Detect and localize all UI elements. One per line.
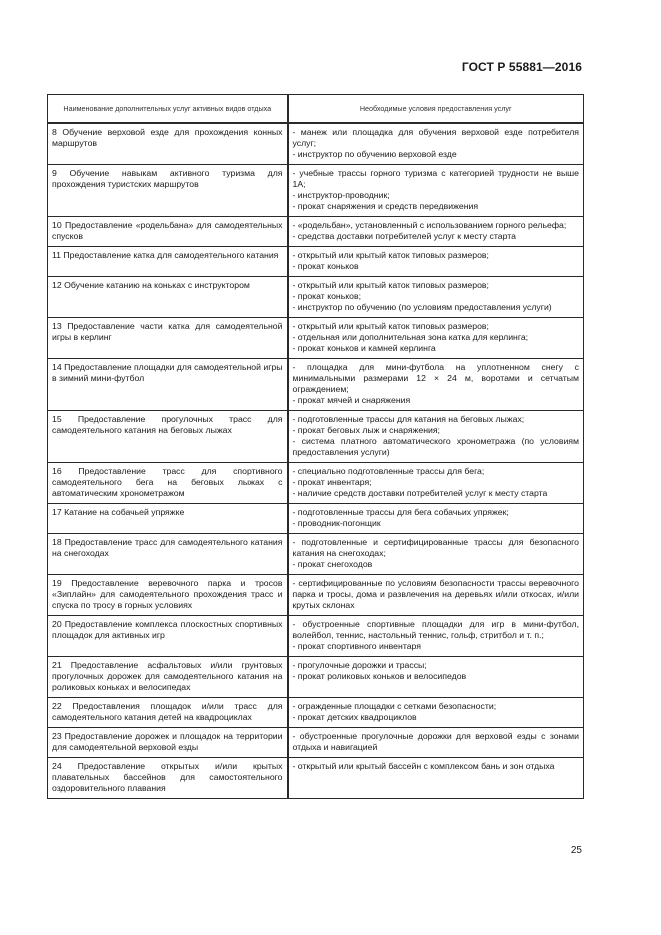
conditions-cell bbox=[288, 247, 584, 277]
condition-item: - наличие средств доставки потребителей услуг к месту старта bbox=[292, 488, 548, 498]
table-row bbox=[48, 698, 584, 728]
table-row bbox=[48, 616, 584, 657]
conditions-cell bbox=[288, 616, 584, 657]
condition-item: - открытый или крытый каток типовых размеров; bbox=[292, 250, 489, 260]
service-name-cell: 23 Предоставление дорожек и площадок на территории для самодеятельной верховой езды bbox=[48, 728, 288, 758]
service-name-cell: 9 Обучение навыкам активного туризма для прохождения туристских маршрутов bbox=[48, 165, 288, 217]
condition-item: - специально подготовленные трассы для бега; bbox=[292, 466, 485, 476]
condition-item: - сертифицированные по условиям безопасности трассы веревочного парка и тросы, дома и развлечения на деревьях и/или откосах, и/или крутых склонах bbox=[292, 578, 579, 610]
conditions-cell bbox=[288, 165, 584, 217]
condition-item: - инструктор-проводник; bbox=[292, 190, 390, 200]
condition-item: - прокат детских квадроциклов bbox=[292, 712, 417, 722]
condition-item: - система платного автоматического хронометража (по условиям предоставления услуги) bbox=[292, 436, 579, 457]
service-name-cell: 17 Катание на собачьей упряжке bbox=[48, 504, 288, 534]
service-name-cell: 12 Обучение катанию на коньках с инструктором bbox=[48, 277, 288, 318]
conditions-cell bbox=[288, 534, 584, 575]
conditions-cell bbox=[288, 217, 584, 247]
condition-item: - средства доставки потребителей услуг к месту старта bbox=[292, 231, 516, 241]
table-row bbox=[48, 758, 584, 799]
condition-item: - открытый или крытый каток типовых размеров; bbox=[292, 321, 489, 331]
table-body bbox=[48, 123, 584, 799]
condition-item: - инструктор по обучению (по условиям предоставления услуги) bbox=[292, 302, 552, 312]
conditions-cell bbox=[288, 411, 584, 463]
document-code: ГОСТ Р 55881—2016 bbox=[461, 60, 582, 74]
table-row bbox=[48, 277, 584, 318]
table-row bbox=[48, 504, 584, 534]
column-header-conditions: Необходимые условия предоставления услуг bbox=[288, 95, 584, 124]
column-header-services: Наименование дополнительных услуг активных видов отдыха bbox=[48, 95, 288, 124]
condition-item: - инструктор по обучению верховой езде bbox=[292, 149, 457, 159]
service-name-cell: 11 Предоставление катка для самодеятельного катания bbox=[48, 247, 288, 277]
condition-item: - огражденные площадки с сетками безопасности; bbox=[292, 701, 497, 711]
condition-item: - проводник-погонщик bbox=[292, 518, 381, 528]
conditions-cell bbox=[288, 698, 584, 728]
conditions-cell bbox=[288, 504, 584, 534]
condition-item: - учебные трассы горного туризма с категорией трудности не выше 1А; bbox=[292, 168, 579, 189]
table-row bbox=[48, 411, 584, 463]
condition-item: - отдельная или дополнительная зона катка для керлинга; bbox=[292, 332, 529, 342]
condition-item: - прокат снегоходов bbox=[292, 559, 373, 569]
table-row bbox=[48, 657, 584, 698]
conditions-cell bbox=[288, 318, 584, 359]
table-row bbox=[48, 728, 584, 758]
condition-item: - подготовленные трассы для бега собачьих упряжек; bbox=[292, 507, 509, 517]
table-row bbox=[48, 247, 584, 277]
condition-item: - открытый или крытый бассейн с комплексом бань и зон отдыха bbox=[292, 761, 555, 771]
table-row bbox=[48, 534, 584, 575]
conditions-cell bbox=[288, 277, 584, 318]
conditions-cell bbox=[288, 657, 584, 698]
condition-item: - манеж или площадка для обучения верховой езде потребителя услуг; bbox=[292, 127, 579, 148]
condition-item: - обустроенные прогулочные дорожки для верховой езды с зонами отдыха и навигацией bbox=[292, 731, 579, 752]
condition-item: - прокат мячей и снаряжения bbox=[292, 395, 411, 405]
service-name-cell: 10 Предоставление «родельбана» для самодеятельных спусков bbox=[48, 217, 288, 247]
service-name-cell: 20 Предоставление комплекса плоскостных спортивных площадок для активных игр bbox=[48, 616, 288, 657]
conditions-cell bbox=[288, 359, 584, 411]
conditions-cell bbox=[288, 463, 584, 504]
service-name-cell: 14 Предоставление площадки для самодеятельной игры в зимний мини-футбол bbox=[48, 359, 288, 411]
table-row bbox=[48, 217, 584, 247]
conditions-cell bbox=[288, 728, 584, 758]
condition-item: - открытый или крытый каток типовых размеров; bbox=[292, 280, 489, 290]
condition-item: - подготовленные и сертифицированные трассы для безопасного катания на снегоходах; bbox=[292, 537, 579, 558]
condition-item: - площадка для мини-футбола на уплотненном снегу с минимальными размерами 12 × 24 м, воротами и сетчатым ограждением; bbox=[292, 362, 579, 394]
table-row bbox=[48, 359, 584, 411]
service-name-cell: 21 Предоставление асфальтовых и/или грунтовых прогулочных дорожек для самодеятельного катания на роликовых коньках и велосипедах bbox=[48, 657, 288, 698]
service-name-cell: 22 Предоставления площадок и/или трасс для самодеятельного катания детей на квадроциклах bbox=[48, 698, 288, 728]
condition-item: - прокат инвентаря; bbox=[292, 477, 372, 487]
services-table bbox=[47, 94, 584, 799]
condition-item: - прокат снаряжения и средств передвижения bbox=[292, 201, 479, 211]
conditions-cell bbox=[288, 758, 584, 799]
table-row bbox=[48, 575, 584, 616]
condition-item: - прокат коньков и камней керлинга bbox=[292, 343, 436, 353]
conditions-cell bbox=[288, 575, 584, 616]
condition-item: - прокат беговых лыж и снаряжения; bbox=[292, 425, 440, 435]
page-number: 25 bbox=[570, 845, 582, 856]
table-header-row bbox=[48, 95, 584, 124]
conditions-cell bbox=[288, 123, 584, 165]
table-row bbox=[48, 463, 584, 504]
service-name-cell: 13 Предоставление части катка для самодеятельной игры в керлинг bbox=[48, 318, 288, 359]
table-row bbox=[48, 318, 584, 359]
condition-item: - прокат роликовых коньков и велосипедов bbox=[292, 671, 467, 681]
table-row bbox=[48, 123, 584, 165]
service-name-cell: 15 Предоставление прогулочных трасс для самодеятельного катания на беговых лыжах bbox=[48, 411, 288, 463]
condition-item: - подготовленные трассы для катания на беговых лыжах; bbox=[292, 414, 525, 424]
service-name-cell: 16 Предоставление трасс для спортивного самодеятельного бега на беговых лыжах с автоматическим хронометражом bbox=[48, 463, 288, 504]
service-name-cell: 24 Предоставление открытых и/или крытых плавательных бассейнов для самостоятельного оздоровительного плавания bbox=[48, 758, 288, 799]
service-name-cell: 19 Предоставление веревочного парка и тросов «Зиплайн» для самодеятельного прохождения трасс и спуска по тросу в горных условиях bbox=[48, 575, 288, 616]
condition-item: - обустроенные спортивные площадки для игр в мини-футбол, волейбол, теннис, настольный теннис, гольф, стритбол и т. п.; bbox=[292, 619, 579, 640]
condition-item: - «родельбан», установленный с использованием горного рельефа; bbox=[292, 220, 567, 230]
condition-item: - прокат коньков; bbox=[292, 291, 362, 301]
condition-item: - прокат коньков bbox=[292, 261, 359, 271]
service-name-cell: 18 Предоставление трасс для самодеятельного катания на снегоходах bbox=[48, 534, 288, 575]
table-row bbox=[48, 165, 584, 217]
service-name-cell: 8 Обучение верховой езде для прохождения конных маршрутов bbox=[48, 123, 288, 165]
condition-item: - прокат спортивного инвентаря bbox=[292, 641, 421, 651]
condition-item: - прогулочные дорожки и трассы; bbox=[292, 660, 427, 670]
